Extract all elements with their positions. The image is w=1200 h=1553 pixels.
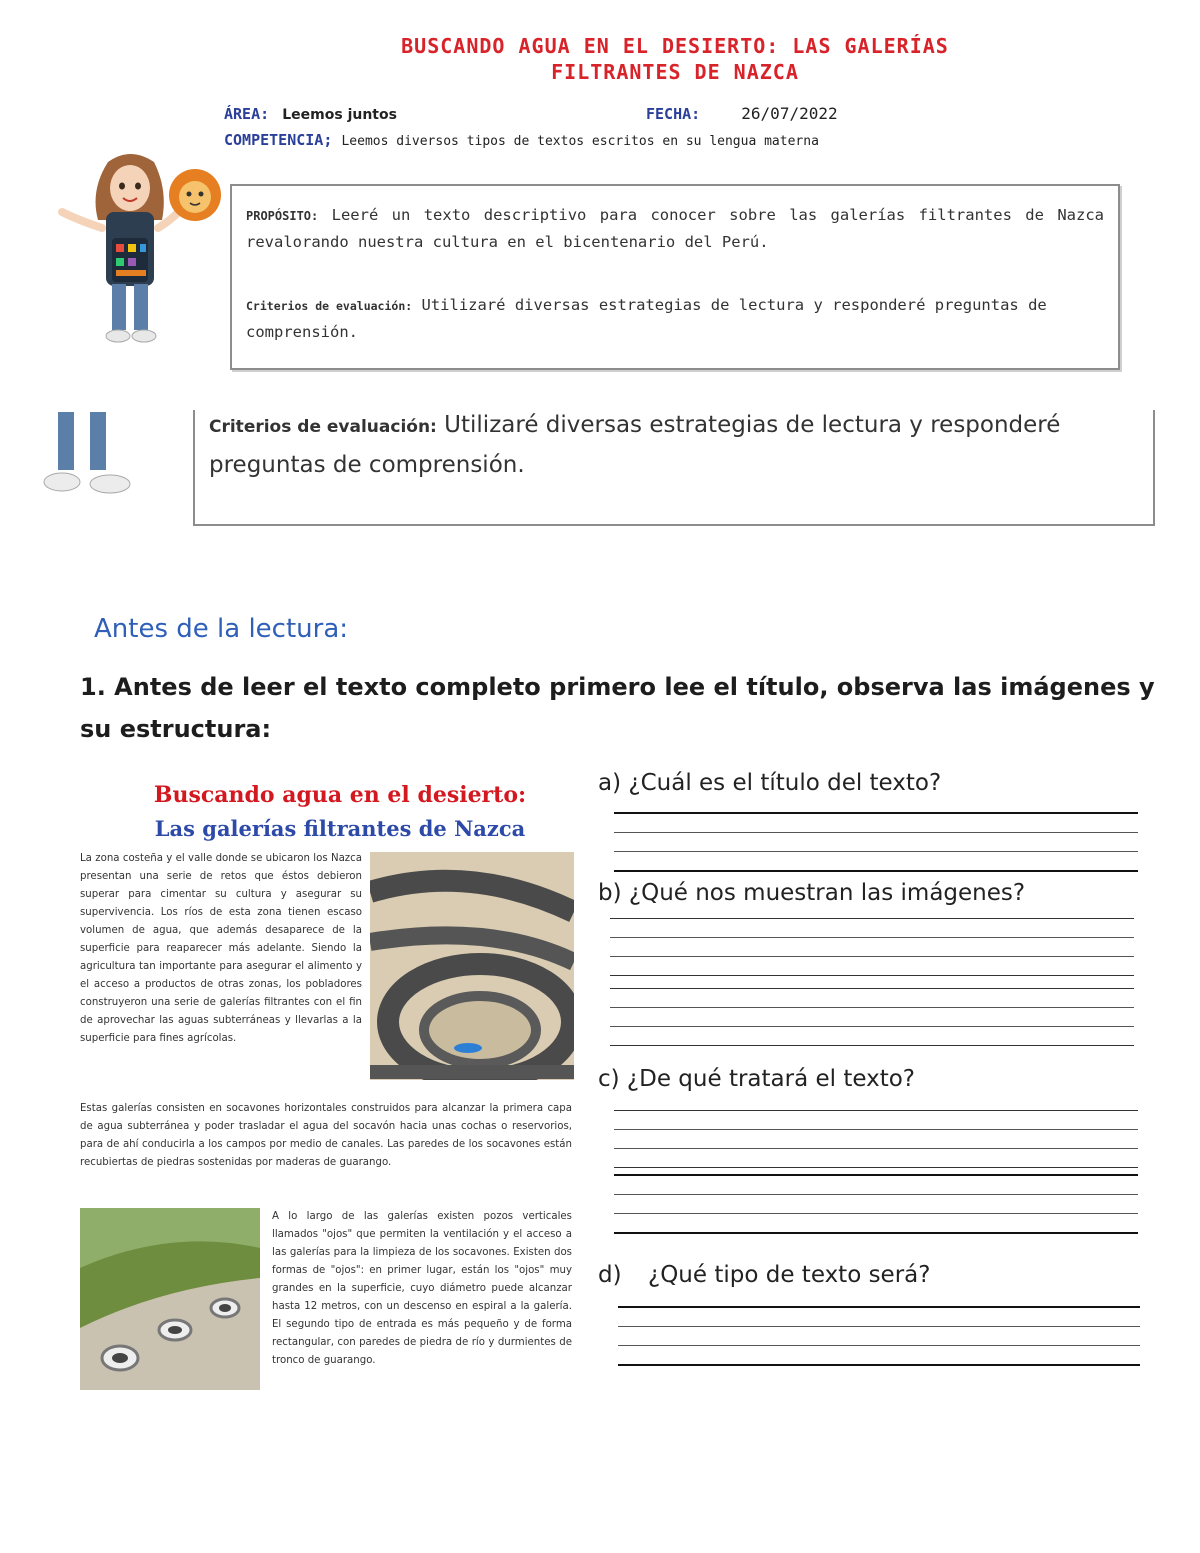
question-d: ¿Qué tipo de texto será? [648,1262,931,1288]
answer-line [610,937,1134,938]
proposito-paragraph [246,202,1104,255]
criterios-label: Criterios de evaluación: [246,299,413,313]
answer-lines-c1[interactable] [614,1110,1138,1168]
instruction-line2: su estructura: [80,715,272,743]
area-row [224,104,397,123]
reading-title-2: Las galerías filtrantes de Nazca [154,816,526,841]
answer-line [614,1148,1138,1149]
answer-line [610,1007,1134,1008]
aerial-ojos-image [80,1208,260,1390]
document-title-line1: BUSCANDO AGUA EN EL DESIERTO: LAS GALERÍAS [401,34,949,58]
document-title-line2: FILTRANTES DE NAZCA [551,60,799,84]
answer-line [614,832,1138,833]
teacher-illustration [50,150,230,350]
criterios-zoom-line1 [209,412,1060,438]
fecha-row [646,104,838,123]
aerial-ojos-graphic [80,1208,260,1390]
answer-line [614,1213,1138,1214]
proposito-label: PROPÓSITO: [246,209,319,223]
answer-lines-d[interactable] [618,1306,1140,1366]
proposito-text: Leeré un texto descriptivo para conocer sobre las galerías filtrantes de Nazca revalorando nuestra cultura en el bicentenario del Perú. [246,206,1104,251]
reading-paragraph-1: La zona costeña y el valle donde se ubicaron los Nazca presentan una serie de retos que éstos debieron superar para cimentar su cultura y asegurar su supervivencia. Los ríos de esta zona tienen escaso volumen de agua, que además desaparece de la superficie para reaparecer más adelante. Siendo la agricultura tan importante para asegurar el alimento y el acceso a productos de otras zonas, los pobladores construyeron una serie de galerías filtrantes con el fin de aprovechar las aguas subterráneas y llevarlas a la superficie para fines agrícolas. [80,853,362,1044]
answer-line [614,1129,1138,1130]
criterios-paragraph [246,292,1104,345]
question-d-letter: d) [598,1262,622,1288]
area-label: ÁREA: [224,105,270,123]
teacher-legs-fragment [38,412,138,496]
question-a: a) ¿Cuál es el título del texto? [598,770,942,796]
reading-title-1: Buscando agua en el desierto: [153,782,527,808]
criteria-box-zoom [193,410,1155,526]
answer-line [618,1326,1140,1327]
reading-paragraph-2: Estas galerías consisten en socavones horizontales construidos para alcanzar la primera capa de agua subterránea y poder trasladar el agua del socavón hacia unas cochas o reservorios, para de ahí conducirla a los campos por medio de canales. Las paredes de los socavones están recubiertas de piedras sostenidas por maderas de guarango. [80,1103,572,1168]
answer-line [618,1345,1140,1346]
answer-line [610,1026,1134,1027]
spiral-well-image [370,852,574,1080]
question-c: c) ¿De qué tratará el texto? [598,1066,916,1092]
answer-lines-c2[interactable] [614,1174,1138,1234]
spiral-well-graphic [370,852,574,1080]
instruction-line1: 1. Antes de leer el texto completo primero lee el título, observa las imágenes y [80,673,1155,701]
answer-line [614,851,1138,852]
answer-lines-b1[interactable] [610,918,1134,976]
fecha-value: 26/07/2022 [741,104,838,123]
answer-line [610,956,1134,957]
area-value: Leemos juntos [282,107,397,123]
question-b: b) ¿Qué nos muestran las imágenes? [598,880,1026,906]
criterios-text: Utilizaré diversas estrategias de lectura y responderé preguntas de comprensión. [246,296,1047,341]
criterios-zoom-label: Criterios de evaluación: [209,417,437,437]
answer-line [614,1194,1138,1195]
answer-lines-a[interactable] [614,812,1138,872]
competencia-label: COMPETENCIA; [224,131,333,149]
reading-paragraph-3: A lo largo de las galerías existen pozos verticales llamados "ojos" que permiten la ventilación y el acceso a las galerías para la limpieza de los socavones. Existen dos formas de "ojos": en primer lugar, están los "ojos" muy grandes en la superficie, cuyo diámetro puede alcanzar hasta 12 metros, con un descenso en espiral a la galería. El segundo tipo de entrada es más pequeño y de forma rectangular, con paredes de piedra de río y durmientes de tronco de guarango. [272,1211,572,1366]
criterios-zoom-line2: preguntas de comprensión. [209,452,525,478]
answer-lines-b2[interactable] [610,988,1134,1046]
competencia-row [224,130,819,149]
section-heading: Antes de la lectura: [94,614,349,644]
fecha-label: FECHA: [646,105,701,123]
purpose-box [230,184,1120,370]
competencia-value: Leemos diversos tipos de textos escritos en su lengua materna [341,134,819,149]
criterios-zoom-text1: Utilizaré diversas estrategias de lectura y responderé [444,412,1061,438]
